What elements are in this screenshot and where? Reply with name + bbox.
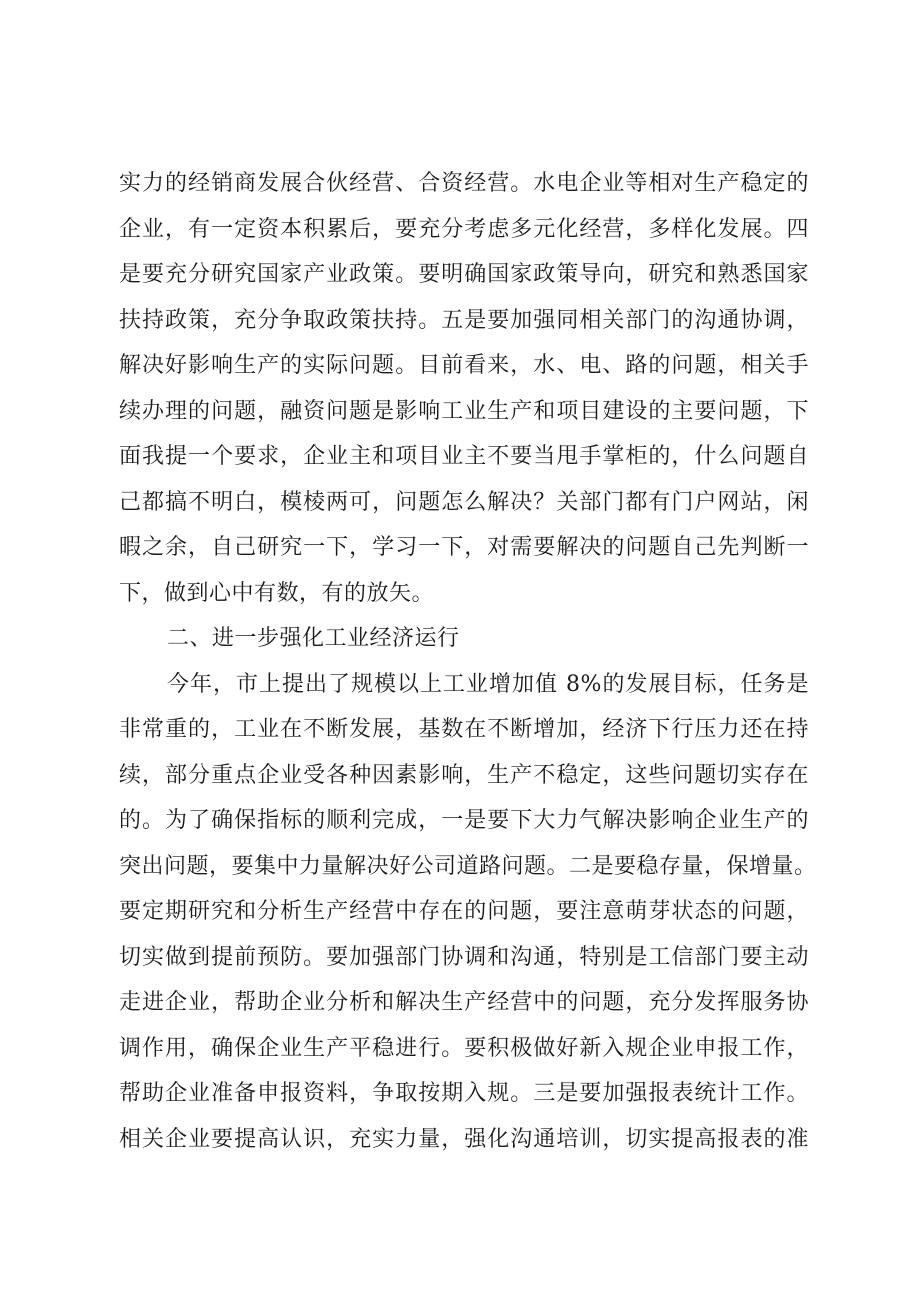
document-body xyxy=(119,161,817,1162)
text-line: 续办理的问题，融资问题是影响工业生产和项目建设的主要问题，下 xyxy=(119,398,809,424)
text-line: 己都搞不明白，模棱两可，问题怎么解决？关部门都有门户网站，闲 xyxy=(119,489,809,515)
section-heading: 二、进一步强化工业经济运行 xyxy=(167,626,460,651)
text-line: 今年，市上提出了规模以上工业增加值 8%的发展目标，任务是 xyxy=(167,671,809,697)
text-line: 的。为了确保指标的顺利完成，一是要下大力气解决影响企业生产的 xyxy=(119,808,809,833)
paragraph-2 xyxy=(119,662,817,1163)
text-line: 切实做到提前预防。要加强部门协调和沟通，特别是工信部门要主动 xyxy=(119,944,809,970)
text-line: 帮助企业准备申报资料，争取按期入规。三是要加强报表统计工作。 xyxy=(119,1081,809,1106)
text-line: 调作用，确保企业生产平稳进行。要积极做好新入规企业申报工作， xyxy=(119,1035,809,1061)
text-line: 要定期研究和分析生产经营中存在的问题，要注意萌芽状态的问题， xyxy=(119,899,809,924)
text-line: 续，部分重点企业受各种因素影响，生产不稳定，这些问题切实存在 xyxy=(119,762,809,788)
text-line: 实力的经销商发展合伙经营、合资经营。水电企业等相对生产稳定的 xyxy=(119,171,809,196)
text-line: 暇之余，自己研究一下，学习一下，对需要解决的问题自己先判断一 xyxy=(119,535,809,560)
text-line: 是要充分研究国家产业政策。要明确国家政策导向，研究和熟悉国家 xyxy=(119,262,809,287)
paragraph-1 xyxy=(119,161,809,616)
text-line: 解决好影响生产的实际问题。目前看来，水、电、路的问题，相关手 xyxy=(119,353,809,378)
text-line: 相关企业要提高认识，充实力量，强化沟通培训，切实提高报表的准 xyxy=(119,1126,809,1152)
text-line: 扶持政策，充分争取政策扶持。五是要加强同相关部门的沟通协调， xyxy=(119,307,809,333)
text-line: 企业，有一定资本积累后，要充分考虑多元化经营，多样化发展。四 xyxy=(119,216,809,242)
text-line: 面我提一个要求，企业主和项目业主不要当甩手掌柜的，什么问题自 xyxy=(119,444,809,469)
text-line: 突出问题，要集中力量解决好公司道路问题。二是要稳存量，保增量。 xyxy=(119,853,817,879)
text-line: 非常重的，工业在不断发展，基数在不断增加，经济下行压力还在持 xyxy=(119,717,809,742)
text-line: 走进企业，帮助企业分析和解决生产经营中的问题，充分发挥服务协 xyxy=(119,990,809,1015)
text-line: 下，做到心中有数，有的放矢。 xyxy=(119,580,435,606)
